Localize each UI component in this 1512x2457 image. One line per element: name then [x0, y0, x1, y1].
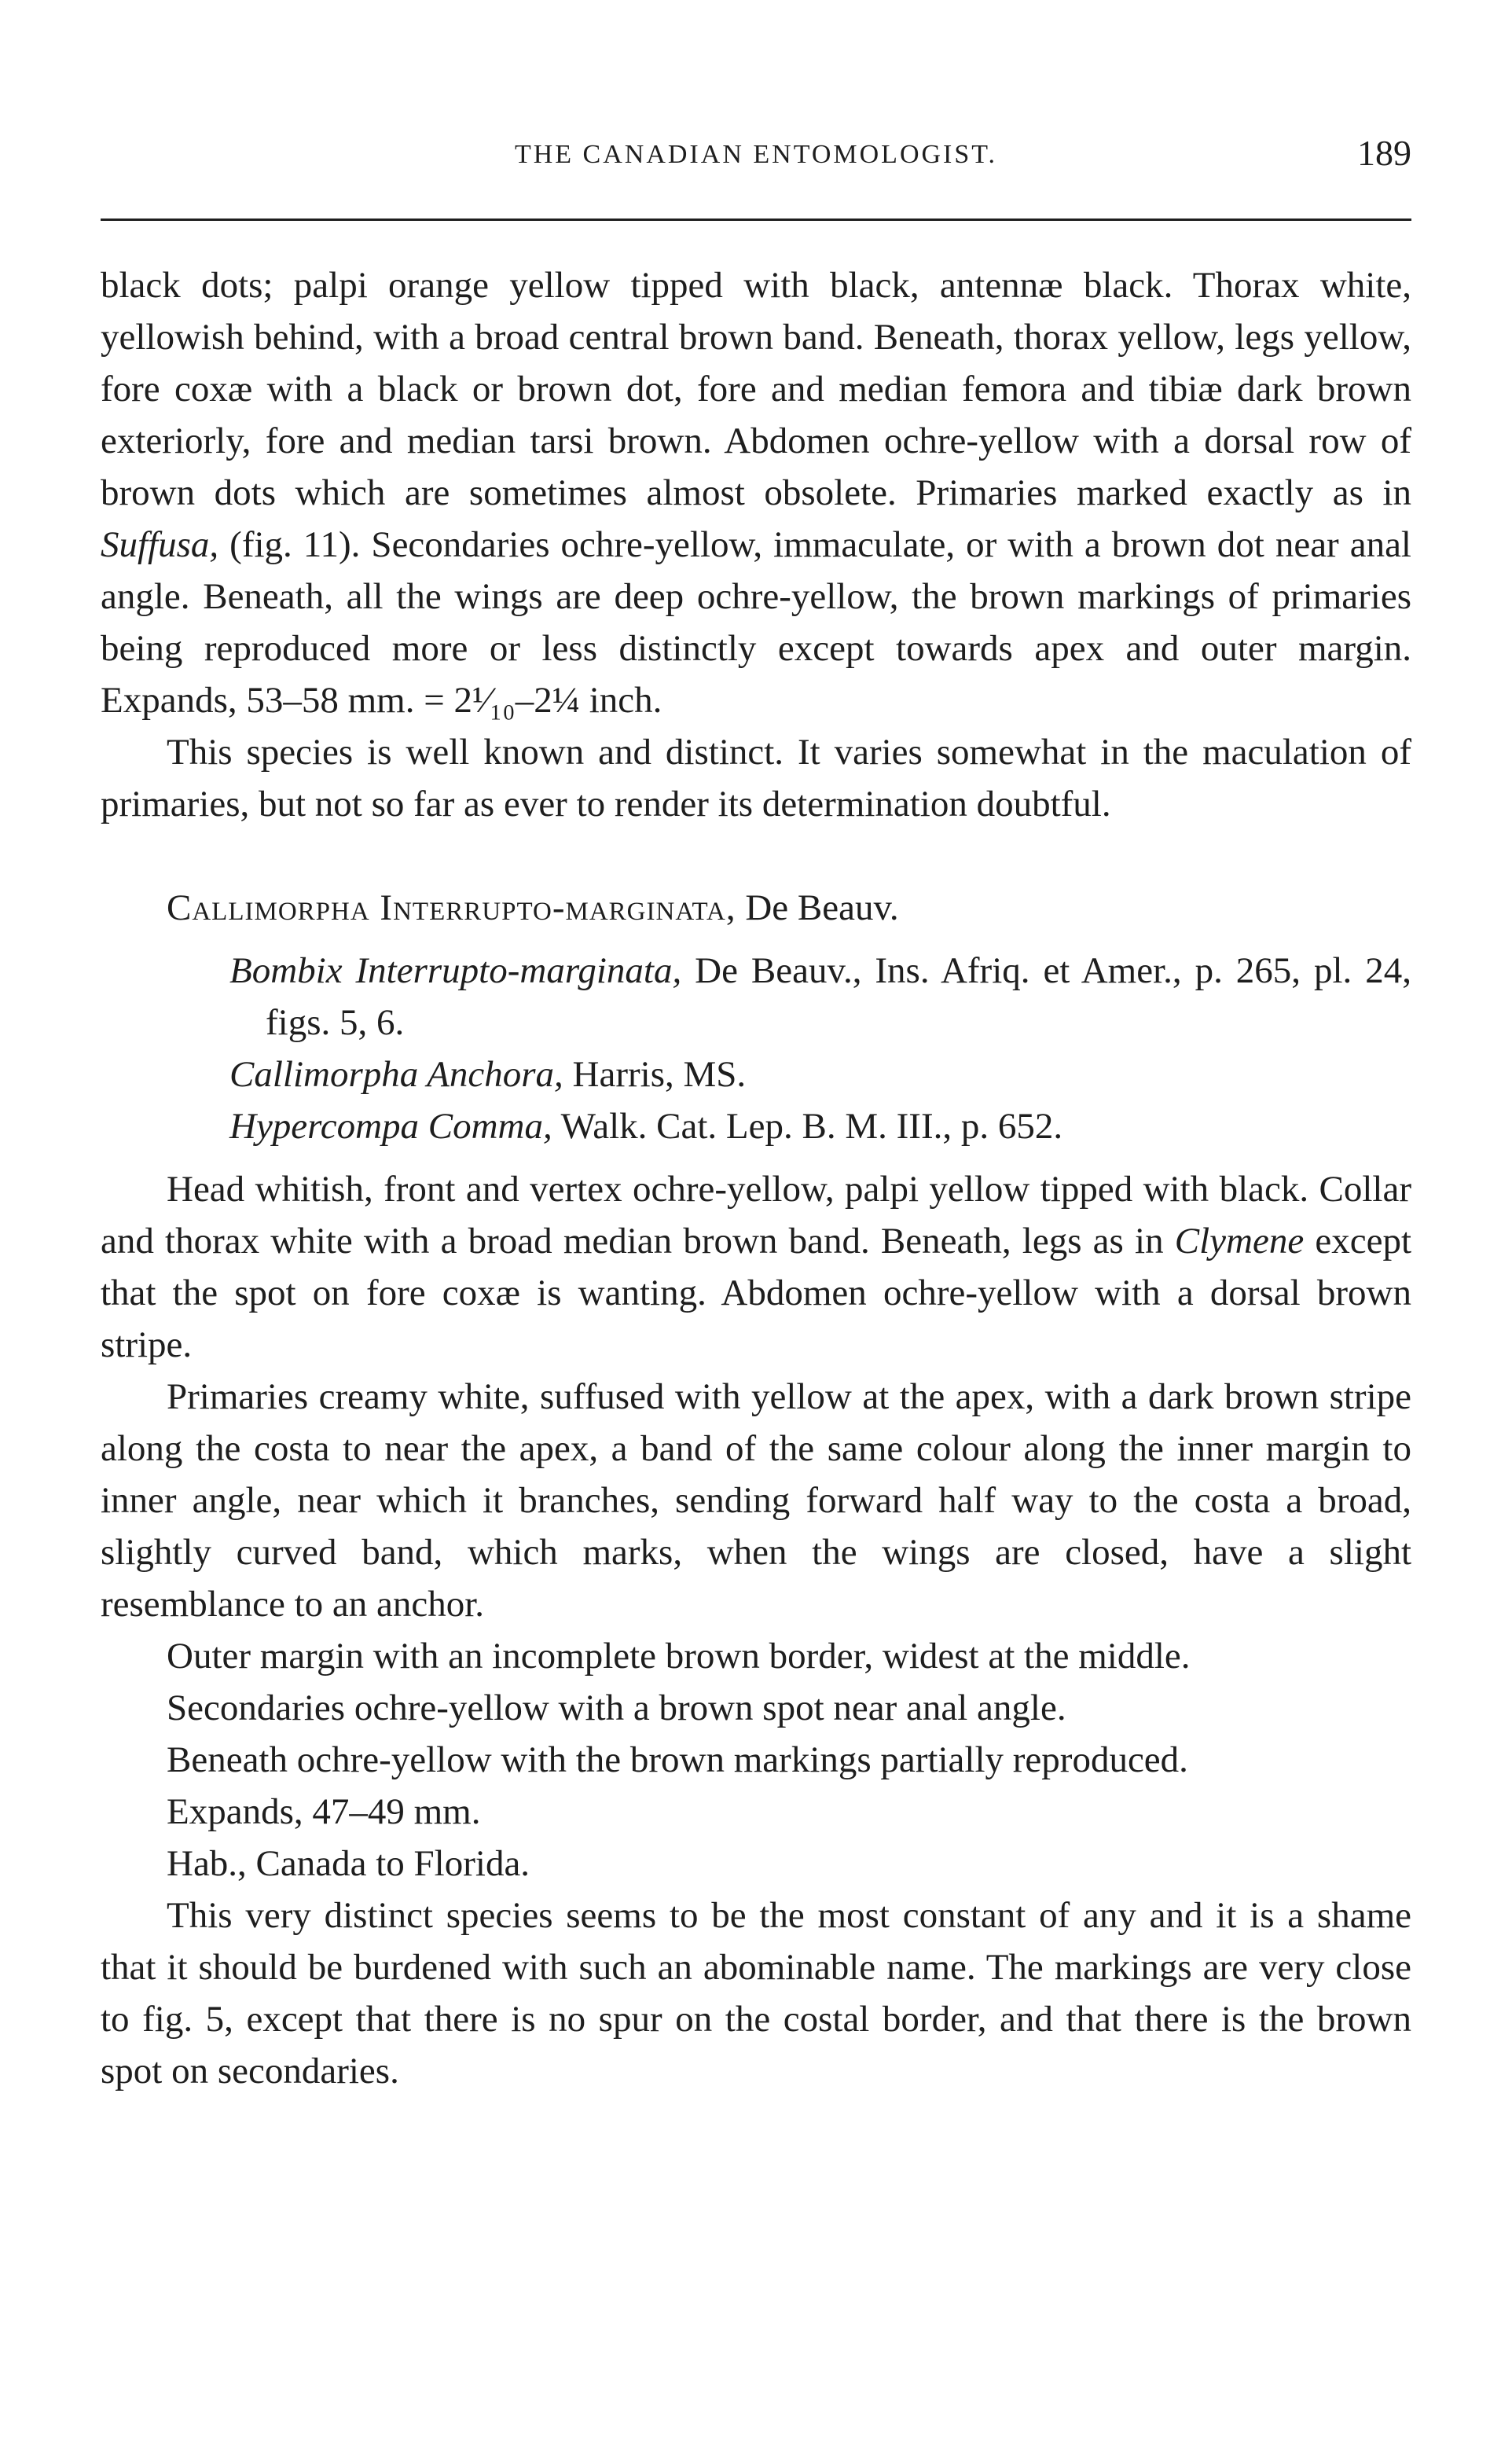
running-head: THE CANADIAN ENTOMOLOGIST. [514, 140, 998, 169]
header-rule [101, 219, 1411, 221]
synonym-name: Hypercompa Comma, [229, 1106, 552, 1147]
paragraph-remarks: This species is well known and distinct. It varies somewhat in the maculation of primaries, but not so far as ever to render its determination doubtful. [101, 732, 1411, 825]
species-author: De Beauv. [736, 887, 899, 928]
species-heading [101, 882, 1411, 934]
synonym-entry [101, 1049, 1411, 1100]
page-number: 189 [1357, 133, 1411, 173]
paragraph-text: except that the spot on fore coxæ is wanting. Abdomen ochre-yellow with a dorsal brown stripe. [101, 1221, 1412, 1365]
synonym-reference: Harris, MS. [563, 1054, 747, 1095]
paragraph-description-continued [101, 259, 1411, 726]
synonym-entry [101, 1100, 1411, 1152]
paragraph-primaries: Primaries creamy white, suffused with yellow at the apex, with a dark brown stripe along the costa to near the apex, a band of the same colour along the inner margin to inner angle, near which it branches, sending forward half way to the costa a broad, slightly curved band, which marks, when the wings are closed, have a slight resemblance to an anchor. [101, 1376, 1411, 1625]
paragraph-head-description [101, 1163, 1411, 1371]
species-name: Callimorpha Interrupto-marginata, [167, 887, 736, 928]
paragraph-outer-margin: Outer margin with an incomplete brown border, widest at the middle. [167, 1636, 1191, 1677]
paragraph-text: black dots; palpi orange yellow tipped with black, antennæ black. Thorax white, yellowish behind, with a broad central brown band. Beneath, thorax yellow, legs yellow, fore coxæ with a black or brown dot, fore and median femora and tibiæ dark brown exteriorly, fore and median tarsi brown. Abdomen ochre-yellow with a dorsal row of brown dots which are sometimes almost obsolete. Primaries marked exactly as in [101, 265, 1411, 513]
page-header [101, 132, 1411, 179]
paragraph-text: (fig. 11). Secondaries ochre-yellow, immaculate, or with a brown dot near anal angle. Beneath, all the wings are deep ochre-yellow, the brown markings of primaries being reproduced more or less distinctly except towards apex and outer margin. Expands, 53–58 mm. = 2¹⁄₁₀–2¼ inch. [101, 524, 1411, 721]
paragraph-habitat: Hab., Canada to Florida. [167, 1843, 530, 1884]
synonym-reference: Walk. Cat. Lep. B. M. III., p. 652. [552, 1106, 1063, 1147]
species-reference: Clymene [1174, 1221, 1305, 1262]
paragraph-expands: Expands, 47–49 mm. [167, 1791, 481, 1832]
synonym-entry [101, 945, 1411, 1049]
synonym-reference: De Beauv., Ins. Afriq. et Amer., p. 265, pl. 24, figs. 5, 6. [266, 950, 1411, 1043]
synonym-name: Bombix Interrupto-marginata, [229, 950, 682, 991]
species-reference: Suffusa, [101, 524, 219, 565]
paragraph-beneath: Beneath ochre-yellow with the brown markings partially reproduced. [167, 1739, 1188, 1780]
paragraph-secondaries: Secondaries ochre-yellow with a brown spot near anal angle. [167, 1688, 1066, 1728]
page-body [101, 259, 1411, 2097]
synonym-name: Callimorpha Anchora, [229, 1054, 563, 1095]
paragraph-closing-remarks: This very distinct species seems to be the most constant of any and it is a shame that it should be burdened with such an abominable name. The markings are very close to fig. 5, except that there is no spur on the costal border, and that there is the brown spot on secondaries. [101, 1895, 1411, 2092]
paragraph-text: Head whitish, front and vertex ochre-yellow, palpi yellow tipped with black. Collar and thorax white with a broad median brown band. Beneath, legs as in [101, 1169, 1411, 1262]
